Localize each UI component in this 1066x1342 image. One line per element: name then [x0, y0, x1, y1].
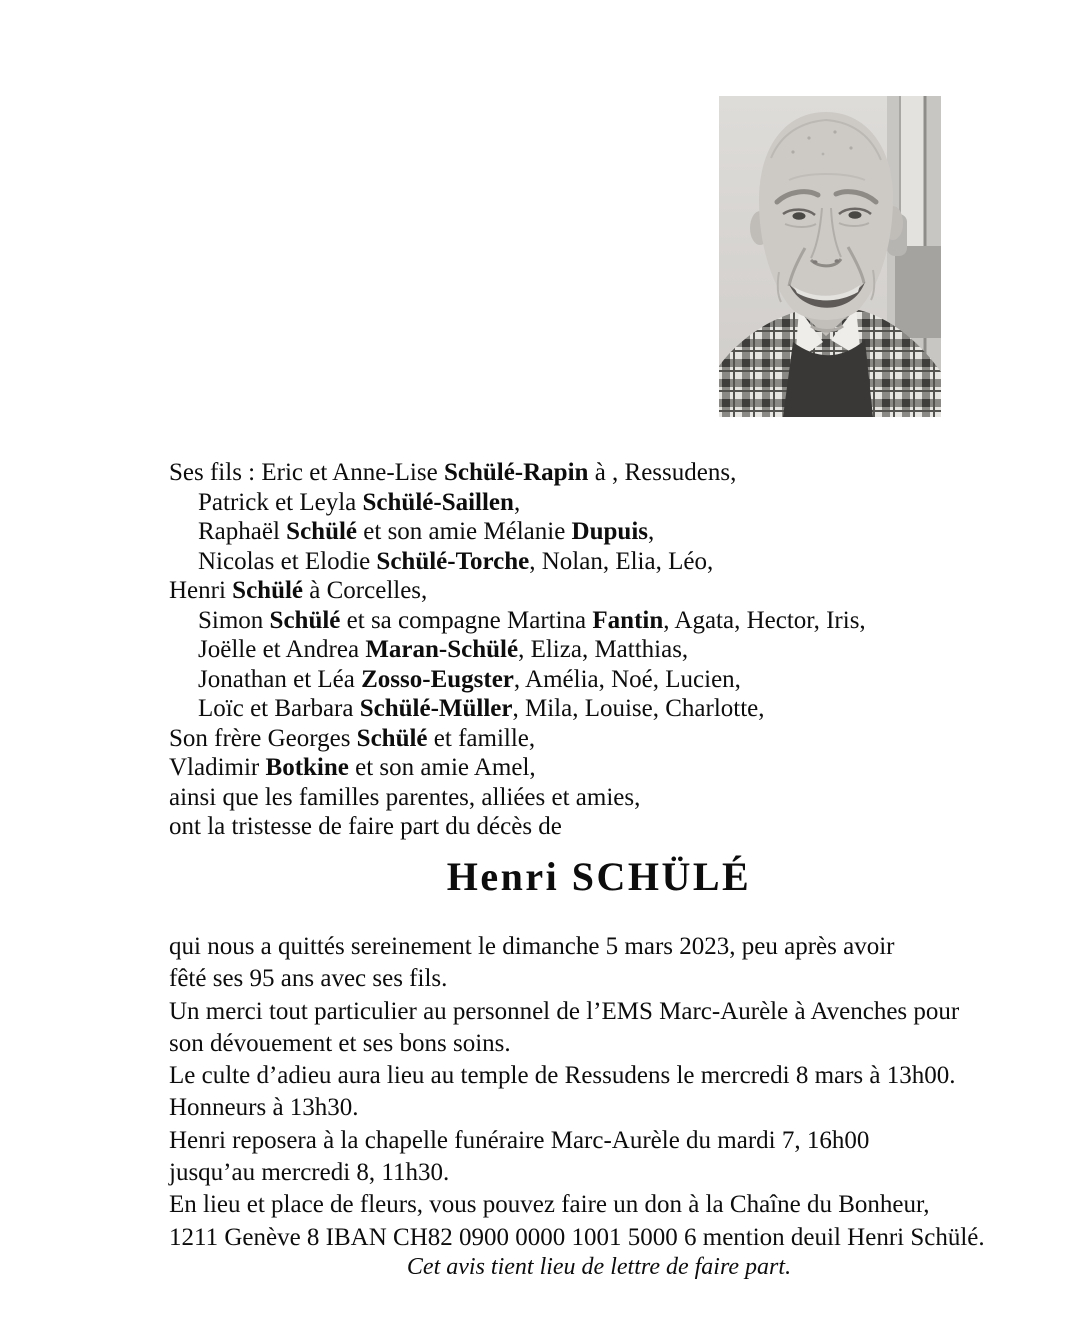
family-line [169, 812, 1029, 842]
family-text: , Amélia, Noé, Lucien, [513, 665, 741, 693]
family-text: et famille, [427, 724, 536, 752]
family-text: Son frère Georges [169, 724, 357, 752]
family-line [169, 665, 1029, 695]
deceased-name: Henri SCHÜLÉ [446, 854, 752, 899]
notice-line: qui nous a quittés sereinement le dimanche 5 mars 2023, peu après avoir [169, 933, 895, 960]
family-surname: Schülé [269, 606, 341, 634]
portrait-illustration [719, 96, 941, 417]
family-line [169, 517, 1029, 547]
family-line [169, 694, 1029, 724]
notice-line: son dévouement et ses bons soins. [169, 1029, 511, 1057]
family-text: Simon [198, 606, 270, 634]
family-text: , [648, 518, 655, 545]
notice-line: 1211 Genève 8 IBAN CH82 0900 0000 1001 5000 6 mention deuil Henri Schülé. [169, 1223, 985, 1251]
family-surname: Schülé-Rapin [443, 459, 589, 486]
notice-line: Honneurs à 13h30. [169, 1094, 359, 1122]
family-text: Nicolas et Elodie [198, 547, 377, 575]
family-line [169, 488, 1029, 518]
family-text: ainsi que les familles parentes, alliées et amies, [169, 783, 641, 811]
notice-line: Le culte d’adieu aura lieu au temple de Ressudens le mercredi 8 mars à 13h00. [169, 1062, 956, 1090]
family-text: Ses fils : Eric et Anne-Lise [169, 459, 444, 486]
notice-text [169, 931, 1049, 1254]
family-line [169, 606, 1029, 636]
family-text: , [513, 488, 521, 516]
family-surname: Schülé [286, 518, 358, 545]
family-text: Jonathan et Léa [198, 665, 362, 693]
portrait-photo [719, 96, 941, 417]
family-text: Raphaël [198, 518, 287, 545]
family-text: à , Ressudens, [588, 459, 737, 486]
family-line [169, 753, 1029, 783]
notice-line: En lieu et place de fleurs, vous pouvez faire un don à la Chaîne du Bonheur, [169, 1191, 930, 1219]
family-text: Vladimir [169, 754, 266, 781]
family-surname: Zosso-Eugster [361, 665, 514, 693]
family-surname: Fantin [592, 606, 664, 634]
family-text: ont la tristesse de faire part du décès de [169, 813, 562, 840]
family-text: Henri [169, 577, 233, 604]
closing-line: Cet avis tient lieu de lettre de faire part. [406, 1254, 792, 1280]
family-text: Loïc et Barbara [198, 695, 360, 722]
family-text: et sa compagne Martina [340, 606, 593, 634]
family-surname: Schülé-Müller [359, 695, 513, 722]
family-line [169, 724, 1029, 754]
family-line [169, 783, 1029, 813]
family-text: , Agata, Hector, Iris, [663, 606, 866, 634]
family-text: et son amie Mélanie [357, 518, 572, 545]
family-surname: Schülé-Torche [376, 547, 530, 575]
family-surname: Maran-Schülé [365, 636, 519, 663]
notice-line: fêté ses 95 ans avec ses fils. [169, 965, 448, 993]
family-surname: Botkine [265, 754, 349, 781]
family-text: , Mila, Louise, Charlotte, [512, 695, 765, 722]
family-surname: Dupuis [571, 518, 648, 545]
notice-line: Henri reposera à la chapelle funéraire Marc-Aurèle du mardi 7, 16h00 [169, 1126, 870, 1154]
family-text: Joëlle et Andrea [198, 636, 366, 663]
family-surname: Schülé [356, 724, 428, 752]
family-text: , Eliza, Matthias, [518, 636, 689, 663]
family-text: Patrick et Leyla [198, 488, 363, 516]
family-line [169, 458, 1029, 488]
family-text: , Nolan, Elia, Léo, [529, 547, 714, 575]
family-surname: Schülé [232, 577, 304, 604]
notice-line: Un merci tout particulier au personnel de l’EMS Marc-Aurèle à Avenches pour [169, 997, 960, 1025]
family-text: à Corcelles, [303, 577, 428, 604]
family-line [169, 547, 1029, 577]
notice-line: jusqu’au mercredi 8, 11h30. [169, 1159, 450, 1187]
family-text: et son amie Amel, [348, 754, 536, 781]
family-surname: Schülé-Saillen [362, 488, 514, 516]
family-list [169, 458, 1029, 842]
family-line [169, 576, 1029, 606]
family-line [169, 635, 1029, 665]
